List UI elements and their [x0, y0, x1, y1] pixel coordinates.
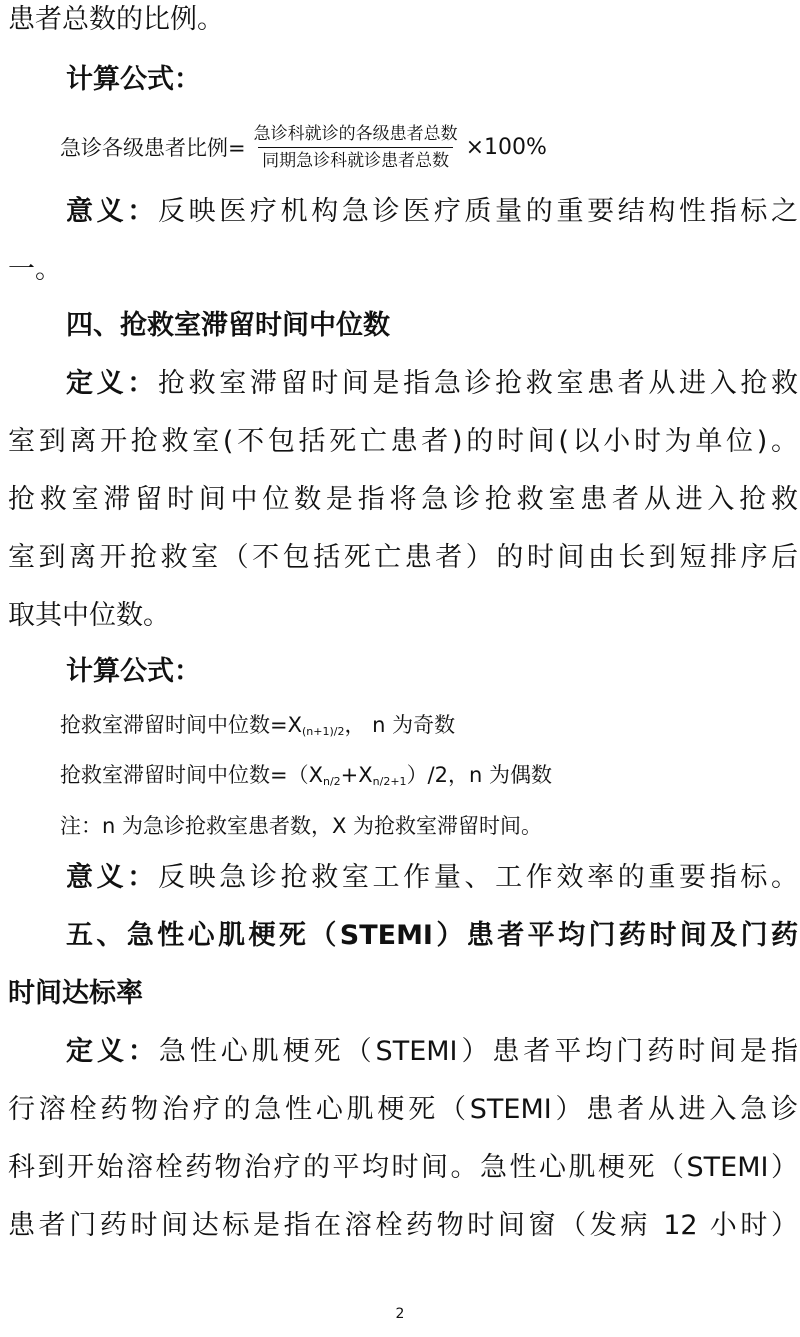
- meaning-paragraph: [66, 194, 798, 230]
- meaning-paragraph: [66, 860, 798, 896]
- definition-paragraph: [66, 366, 798, 402]
- meaning-label: 意义：: [66, 862, 158, 893]
- paragraph-line: 一。: [8, 254, 62, 285]
- formula-text: ）/2，n 为偶数: [406, 763, 552, 787]
- formula-heading: 计算公式：: [66, 64, 201, 95]
- paragraph-line: 取其中位数。: [8, 600, 170, 631]
- median-formula-odd: [60, 710, 798, 747]
- formula-fraction: [250, 123, 462, 172]
- definition-paragraph: [66, 1034, 798, 1070]
- formula-subscript: n/2: [322, 775, 341, 788]
- formula-text: 抢救室滞留时间中位数=X: [60, 713, 302, 737]
- formula-text: +X: [340, 763, 373, 787]
- formula-subscript: n/2+1: [372, 775, 407, 788]
- ratio-formula: [60, 118, 547, 176]
- paragraph-line: 室到离开抢救室(不包括死亡患者)的时间(以小时为单位)。: [8, 426, 798, 457]
- section-heading-continued: 时间达标率: [8, 978, 143, 1009]
- formula-multiplier: ×100%: [465, 134, 547, 160]
- formula-text: 抢救室滞留时间中位数=（X: [60, 763, 323, 787]
- page-number: 2: [395, 1306, 405, 1322]
- meaning-text: 反映急诊抢救室工作量、工作效率的重要指标。: [157, 862, 798, 893]
- paragraph-line: 抢救室滞留时间中位数是指将急诊抢救室患者从进入抢救: [8, 484, 798, 515]
- formula-subscript: (n+1)/2: [301, 725, 345, 738]
- formula-label: 急诊各级患者比例=: [60, 136, 246, 160]
- section-heading: 四、抢救室滞留时间中位数: [66, 310, 390, 341]
- definition-text: 抢救室滞留时间是指急诊抢救室患者从进入抢救: [157, 368, 798, 399]
- paragraph-line: 行溶栓药物治疗的急性心肌梗死（STEMI）患者从进入急诊: [8, 1094, 798, 1125]
- median-formula-even: [60, 760, 798, 797]
- fraction-denominator: 同期急诊科就诊患者总数: [258, 147, 453, 172]
- meaning-label: 意义：: [66, 196, 158, 227]
- formula-note: 注：n 为急诊抢救室患者数，X 为抢救室滞留时间。: [60, 814, 543, 838]
- paragraph-line: 患者门药时间达标是指在溶栓药物时间窗（发病 12 小时）: [8, 1210, 798, 1241]
- meaning-text: 反映医疗机构急诊医疗质量的重要结构性指标之: [157, 196, 798, 227]
- fraction-numerator: 急诊科就诊的各级患者总数: [253, 123, 458, 144]
- paragraph-line: 室到离开抢救室（不包括死亡患者）的时间由长到短排序后: [8, 542, 798, 573]
- paragraph-line: 患者总数的比例。: [8, 4, 224, 35]
- definition-label: 定义：: [66, 368, 158, 399]
- paragraph-line: 科到开始溶栓药物治疗的平均时间。急性心肌梗死（STEMI）: [8, 1152, 798, 1183]
- section-heading: 五、急性心肌梗死（STEMI）患者平均门药时间及门药: [66, 920, 798, 951]
- formula-heading: 计算公式：: [66, 656, 201, 687]
- definition-label: 定义：: [66, 1036, 159, 1067]
- formula-text: ， n 为奇数: [344, 713, 456, 737]
- definition-text: 急性心肌梗死（STEMI）患者平均门药时间是指: [158, 1036, 798, 1067]
